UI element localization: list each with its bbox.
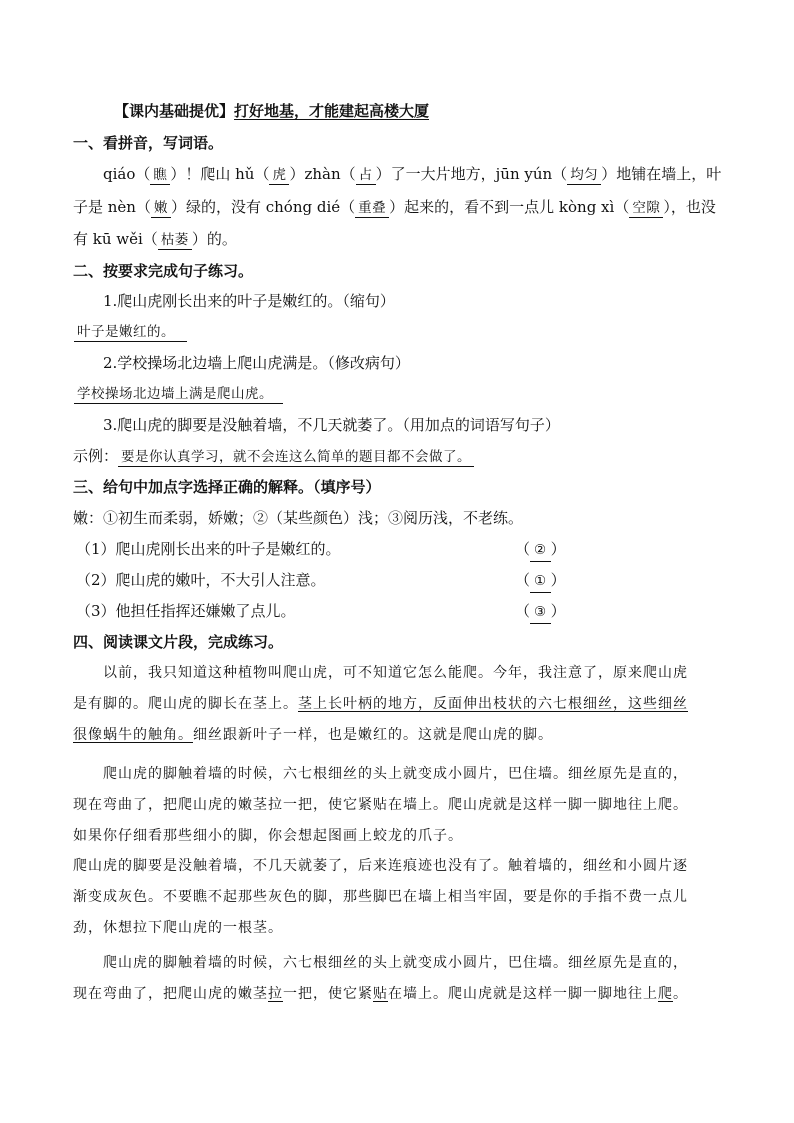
answer-blank[interactable]: 重叠 [355,199,389,218]
s2-answer-2[interactable]: 学校操场北边墙上满是爬山虎。 [74,383,283,405]
answer-blank[interactable]: 均匀 [567,166,601,185]
passage-line: 渐变成灰色。不要瞧不起那些灰色的脚，那些脚巴在墙上相当牢固，要是你的手指不费一点儿 [73,889,688,905]
section-4-title: 四、阅读课文片段，完成练习。 [73,633,284,651]
marked-word: 贴 [373,986,388,1002]
example-label: 示例： [73,447,119,465]
passage-line: 是有脚的。爬山虎的脚长在茎上。茎上长叶柄的地方，反面伸出枝状的六七根细丝，这些细丝 [73,696,688,712]
s3-item-3: （3）他担任指挥还嫌嫩了点儿。 [76,602,296,620]
underlined-sentence: 很像蜗牛的触角。 [73,727,193,743]
answer-blank[interactable]: 嫩 [151,199,171,218]
s2-answer-3 [73,445,474,467]
section-2-title: 二、按要求完成句子练习。 [73,262,254,280]
underlined-sentence: 茎上长叶柄的地方，反面伸出枝状的六七根细丝，这些细丝 [298,696,688,712]
marked-word: 爬 [658,986,673,1002]
s3-item-2-answer[interactable]: （ ① ） [515,569,566,593]
s3-item-3-answer[interactable]: （ ③ ） [515,600,566,624]
answer-blank[interactable]: 空隙 [629,199,663,218]
s2-question-3: 3.爬山虎的脚要是没触着墙，不几天就萎了。（用加点的词语写句子） [103,416,560,434]
s3-item-2: （2）爬山虎的嫩叶，不大引人注意。 [76,571,326,589]
passage-line: 现在弯曲了，把爬山虎的嫩茎拉一把，使它紧贴在墙上。爬山虎就是这样一脚一脚地往上爬。 [73,986,688,1002]
passage-line: 如果你仔细看那些细小的脚，你会想起图画上蛟龙的爪子。 [73,828,463,844]
answer-blank[interactable]: 枯萎 [158,231,192,250]
s2-answer-1[interactable]: 叶子是嫩红的。 [74,321,187,343]
s1-line-1: qiáo（ 瞧 ）！爬山 hǔ（ 虎 ）zhàn（ 占 ）了一大片地方，jūn yún（ 均匀 ）地铺在墙上，叶 [103,165,722,183]
passage-line: 现在弯曲了，把爬山虎的嫩茎拉一把，使它紧贴在墙上。爬山虎就是这样一脚一脚地往上爬。 [73,797,688,813]
section-1-title: 一、看拼音，写词语。 [73,134,224,152]
section-header [114,100,429,122]
s1-line-2: 子是 nèn（ 嫩 ）绿的，没有 chóng dié（ 重叠 ）起来的，看不到一点儿 kòng xì（ 空隙 ），也没 [73,198,716,216]
s3-item-1-answer[interactable]: （ ② ） [515,538,566,562]
example-answer[interactable]: 要是你认真学习，就不会连这么简单的题目都不会做了。 [118,448,474,467]
s2-question-1: 1.爬山虎刚长出来的叶子是嫩红的。（缩句） [103,292,395,310]
marked-word: 拉 [268,986,283,1002]
s1-line-3: 有 kū wěi（ 枯萎 ）的。 [73,230,237,248]
answer-blank[interactable]: 瞧 [150,166,170,185]
passage-line: 以前，我只知道这种植物叫爬山虎，可不知道它怎么能爬。今年，我注意了，原来爬山虎 [103,665,688,681]
answer-blank[interactable]: 虎 [269,166,289,185]
header-bracket: 【课内基础提优】 [114,102,235,120]
answer-blank[interactable]: 占 [356,166,376,185]
passage-line: 爬山虎的脚要是没触着墙，不几天就萎了，后来连痕迹也没有了。触着墙的，细丝和小圆片逐 [73,858,688,874]
s2-question-2: 2.学校操场北边墙上爬山虎满是。（修改病句） [103,354,410,372]
passage-line: 很像蜗牛的触角。细丝跟新叶子一样，也是嫩红的。这就是爬山虎的脚。 [73,727,553,743]
passage-line: 劲，休想拉下爬山虎的一根茎。 [73,920,283,936]
s3-definitions: 嫩：①初生而柔弱，娇嫩；②（某些颜色）浅；③阅历浅，不老练。 [73,509,524,527]
section-3-title: 三、给句中加点字选择正确的解释。（填序号） [73,478,381,496]
passage-line: 爬山虎的脚触着墙的时候，六七根细丝的头上就变成小圆片，巴住墙。细丝原先是直的， [103,955,688,971]
passage-line: 爬山虎的脚触着墙的时候，六七根细丝的头上就变成小圆片，巴住墙。细丝原先是直的， [103,766,688,782]
s3-item-1: （1）爬山虎刚长出来的叶子是嫩红的。 [76,540,341,558]
header-slogan: 打好地基，才能建起高楼大厦 [234,102,430,120]
